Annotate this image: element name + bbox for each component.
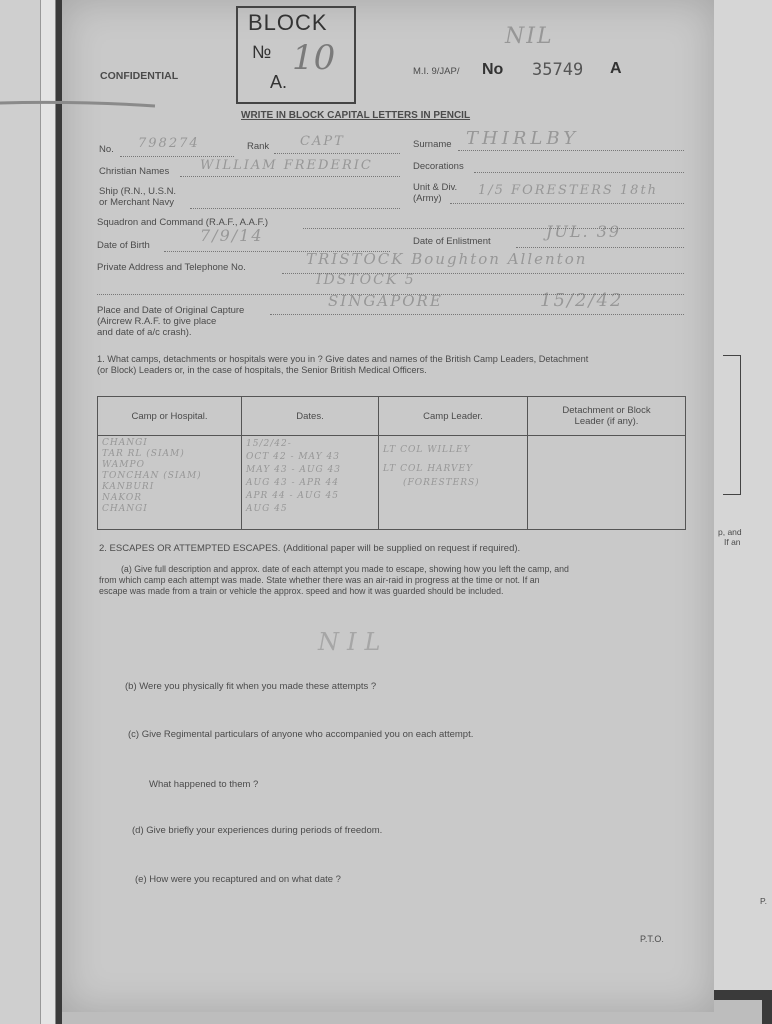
stamp-block-text: BLOCK [248,10,328,35]
unit-label-1: Unit & Div. [413,182,458,193]
confidential-label: CONFIDENTIAL [100,70,179,82]
surname-label: Surname [413,139,452,150]
unit-label-2: (Army) [413,193,442,204]
stamp-number: 10 [292,38,336,78]
date-entry: APR 44 - AUG 45 [246,491,339,501]
no-label: No. [99,144,114,155]
christian-names-label: Christian Names [99,166,170,177]
underlying-sheet-right [714,0,772,990]
christian-line [180,176,400,177]
squadron-line [303,228,684,229]
block-stamp [236,6,356,104]
section1-question-line1: 1. What camps, detachments or hospitals were you in ? Give dates and names of the British Camp Leaders, Detachment [97,354,589,364]
column-header-detachment: Detachment or Block Leader (if any). [528,397,686,436]
no-value: 798274 [138,136,200,151]
capture-label-1: Place and Date of Original Capture [97,305,245,316]
ship-label-1: Ship (R.N., U.S.N. [99,186,177,197]
surname-line [458,150,684,151]
rank-line [274,153,400,154]
question-c-followup: What happened to them ? [149,779,259,790]
capture-line [270,314,684,315]
surname-value: THIRLBY [466,128,580,149]
address-value-1: TRISTOCK Boughton Allenton [306,250,588,268]
underlying-sheet-left [0,0,44,1024]
margin-fragment-2: If an [724,537,741,547]
column-header-dates: Dates. [242,397,379,436]
dob-label: Date of Birth [97,240,150,251]
margin-fragment-1: p, and [718,527,742,537]
enlistment-value: JUL. 39 [546,222,622,241]
string-tie [0,100,160,108]
nil-top-annotation: NIL [505,24,554,49]
unit-value: 1/5 FORESTERS 18th [478,183,659,198]
margin-bracket [723,355,741,495]
detachment-cell [528,436,686,530]
section2-a-line1: (a) Give full description and approx. date of each attempt you made to escape, showing how you left the camp, and [121,564,569,574]
serial-number: 35749 [532,60,584,80]
decorations-line [474,172,684,173]
stamp-no-text: № [252,42,272,62]
nil-answer: NIL [318,628,389,656]
capture-label-2: (Aircrew R.A.F. to give place [97,316,217,327]
leader-entry: (FORESTERS) [403,478,480,488]
camps-table [97,396,686,530]
serial-suffix: A [610,60,622,77]
question-b: (b) Were you physically fit when you made these attempts ? [125,681,377,692]
pto-label: P.T.O. [640,934,664,944]
camp-entry: NAKOR [102,493,143,503]
enlistment-line [516,247,684,248]
dates-cell [242,436,379,530]
camp-entry: CHANGI [102,438,148,448]
no-symbol: No [482,61,504,78]
camp-cell [98,436,242,530]
camp-entry: TAR RL (SIAM) [102,449,185,459]
date-entry: AUG 43 - APR 44 [246,478,339,488]
date-entry: AUG 45 [246,504,288,514]
binder-strip [40,0,56,1024]
rank-value: CAPT [300,134,345,149]
section2-heading: 2. ESCAPES OR ATTEMPTED ESCAPES. (Additional paper will be supplied on request if required). [99,543,521,554]
capture-label-3: and date of a/c crash). [97,327,192,338]
capture-place-value: SINGAPORE [328,292,443,310]
address-label: Private Address and Telephone No. [97,262,246,273]
question-c: (c) Give Regimental particulars of anyone who accompanied you on each attempt. [128,729,474,740]
unit-line [450,203,684,204]
section2-a-line3: escape was made from a train or vehicle the approx. speed and how it was guarded should be included. [99,586,504,596]
camp-entry: TONCHAN (SIAM) [102,471,202,481]
rank-label: Rank [247,141,270,152]
camp-entry: WAMPO [102,460,145,470]
margin-fragment-3: P. [760,896,767,906]
dob-value: 7/9/14 [200,226,264,245]
stamp-letter: A. [270,72,288,92]
column-header-leader: Camp Leader. [379,397,528,436]
section1-question-line2: (or Block) Leaders or, in the case of hospitals, the Senior British Medical Officers. [97,365,427,375]
table-row [98,436,686,530]
camp-entry: KANBURI [102,482,155,492]
address-value-2: IDSTOCK 5 [316,272,416,288]
column-header-camp: Camp or Hospital. [98,397,242,436]
no-line [120,156,234,157]
date-entry: OCT 42 - MAY 43 [246,452,340,462]
section2-a-line2: from which camp each attempt was made. State whether there was an air-raid in progress at the time or not. If an [99,575,540,585]
ship-label-2: or Merchant Navy [99,197,174,208]
leader-entry: LT COL HARVEY [383,464,474,474]
capture-date-value: 15/2/42 [540,290,624,311]
christian-names-value: WILLIAM FREDERIC [200,158,373,173]
camp-entry: CHANGI [102,504,148,514]
instruction-heading: WRITE IN BLOCK CAPITAL LETTERS IN PENCIL [241,110,471,121]
camps-table-header-row [98,397,686,436]
question-d: (d) Give briefly your experiences during periods of freedom. [132,825,383,836]
squadron-label: Squadron and Command (R.A.F., A.A.F.) [97,217,269,228]
decorations-label: Decorations [413,161,464,172]
question-e: (e) How were you recaptured and on what date ? [135,874,341,885]
form-ref: M.I. 9/JAP/ [413,66,460,77]
date-entry: MAY 43 - AUG 43 [246,465,341,475]
enlistment-label: Date of Enlistment [413,236,491,247]
leader-cell [379,436,528,530]
ship-line [190,208,400,209]
leader-entry: LT COL WILLEY [383,445,471,455]
date-entry: 15/2/42- [246,439,292,449]
